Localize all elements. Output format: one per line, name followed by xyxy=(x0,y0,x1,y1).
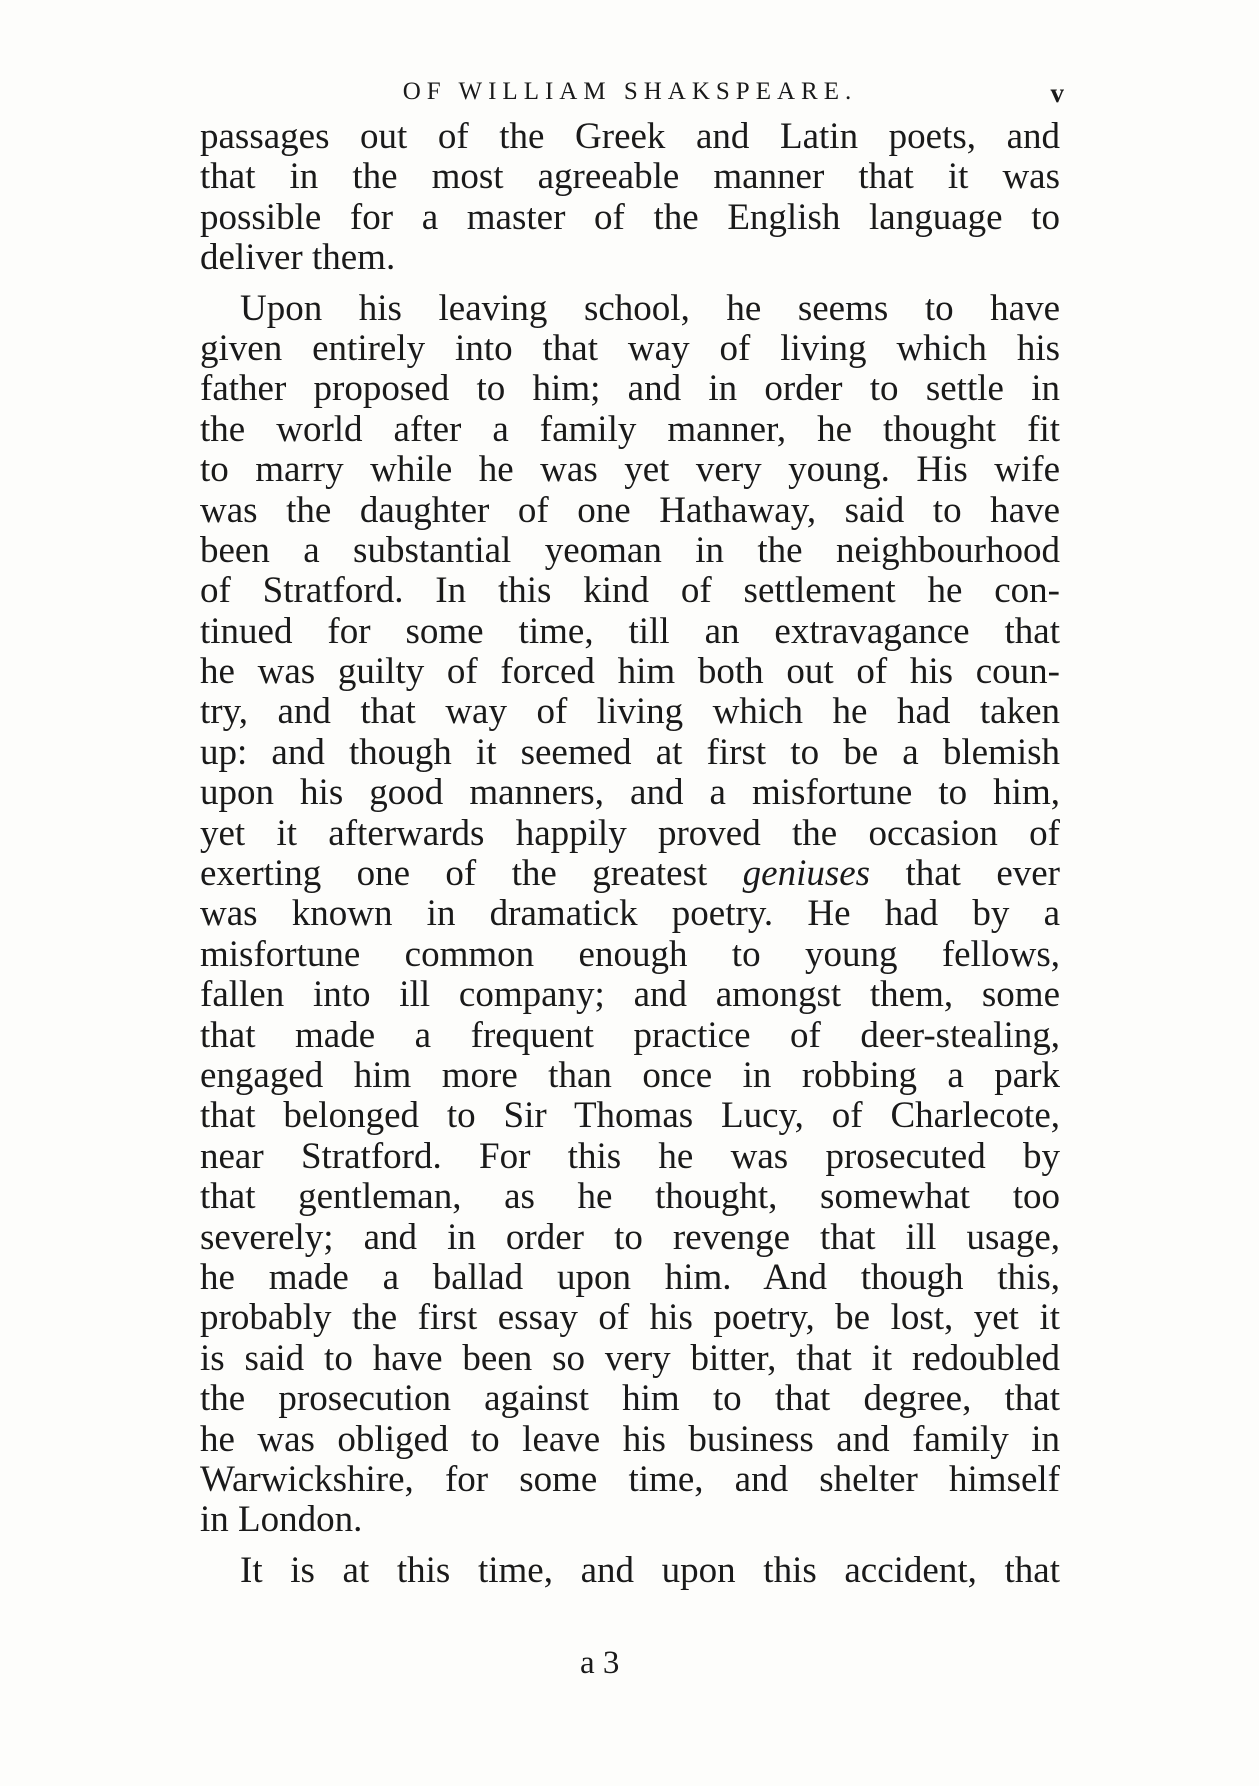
text-line: passages out of the Greek and Latin poets, and xyxy=(200,117,1060,157)
paragraph-3 xyxy=(200,1551,1060,1591)
text-line: upon his good manners, and a misfortune to him, xyxy=(200,773,1060,814)
text-line: in London. xyxy=(200,1500,363,1541)
text-line: probably the first essay of his poetry, be lost, yet it xyxy=(200,1298,1060,1339)
text-line: was known in dramatick poetry. He had by a xyxy=(200,894,1060,935)
text-line: been a substantial yeoman in the neighbourhood xyxy=(200,530,1060,571)
text-line: possible for a master of the English language to xyxy=(200,197,1060,238)
signature-mark: a 3 xyxy=(580,1645,620,1681)
text-line: he made a ballad upon him. And though this, xyxy=(200,1257,1060,1298)
running-title: OF WILLIAM SHAKSPEARE. xyxy=(402,78,858,105)
text-line: given entirely into that way of living which his xyxy=(200,328,1060,369)
page-number: v xyxy=(1050,78,1064,108)
text-line: he was obliged to leave his business and family in xyxy=(200,1419,1060,1460)
text-line: the world after a family manner, he thought fit xyxy=(200,409,1060,450)
paragraph-gap xyxy=(200,279,1060,289)
text-line: Upon his leaving school, he seems to have xyxy=(240,288,1060,329)
text-line: try, and that way of living which he had taken xyxy=(200,692,1060,733)
text-line: It is at this time, and upon this accident, that xyxy=(240,1550,1060,1591)
text-line: up: and though it seemed at first to be a blemish xyxy=(200,732,1060,773)
text-line: near Stratford. For this he was prosecuted by xyxy=(200,1136,1060,1177)
paragraph-gap xyxy=(200,1541,1060,1551)
text-line: Warwickshire, for some time, and shelter himself xyxy=(200,1459,1060,1500)
text-line: that gentleman, as he thought, somewhat too xyxy=(200,1177,1060,1218)
text-line: he was guilty of forced him both out of his coun- xyxy=(200,652,1060,693)
text-line: that belonged to Sir Thomas Lucy, of Charlecote, xyxy=(200,1096,1060,1137)
text-line: engaged him more than once in robbing a park xyxy=(200,1055,1060,1096)
text-line: yet it afterwards happily proved the occasion of xyxy=(200,813,1060,854)
paragraph-2 xyxy=(200,289,1060,1541)
text-line: severely; and in order to revenge that ill usage, xyxy=(200,1217,1060,1258)
text-line-with-italic: exerting one of the greatest geniuses that ever xyxy=(200,854,1060,895)
text-line: is said to have been so very bitter, that it redoubled xyxy=(200,1338,1060,1379)
text-line: fallen into ill company; and amongst them, some xyxy=(200,975,1060,1016)
text-line: deliver them. xyxy=(200,238,396,279)
text-line: the prosecution against him to that degree, that xyxy=(200,1379,1060,1420)
body-text xyxy=(200,117,1060,1591)
italic-word: geniuses xyxy=(742,854,871,895)
page-header xyxy=(196,78,1064,118)
text-line: to marry while he was yet very young. His wife xyxy=(200,450,1060,491)
text-line: was the daughter of one Hathaway, said to have xyxy=(200,490,1060,531)
text-line: misfortune common enough to young fellows, xyxy=(200,934,1060,975)
text-line: tinued for some time, till an extravagance that xyxy=(200,611,1060,652)
text-line: that in the most agreeable manner that it was xyxy=(200,157,1060,198)
text-line: that made a frequent practice of deer-stealing, xyxy=(200,1015,1060,1056)
paragraph-1 xyxy=(200,117,1060,279)
text-line: father proposed to him; and in order to settle in xyxy=(200,369,1060,410)
text-line: of Stratford. In this kind of settlement he con- xyxy=(200,571,1060,612)
